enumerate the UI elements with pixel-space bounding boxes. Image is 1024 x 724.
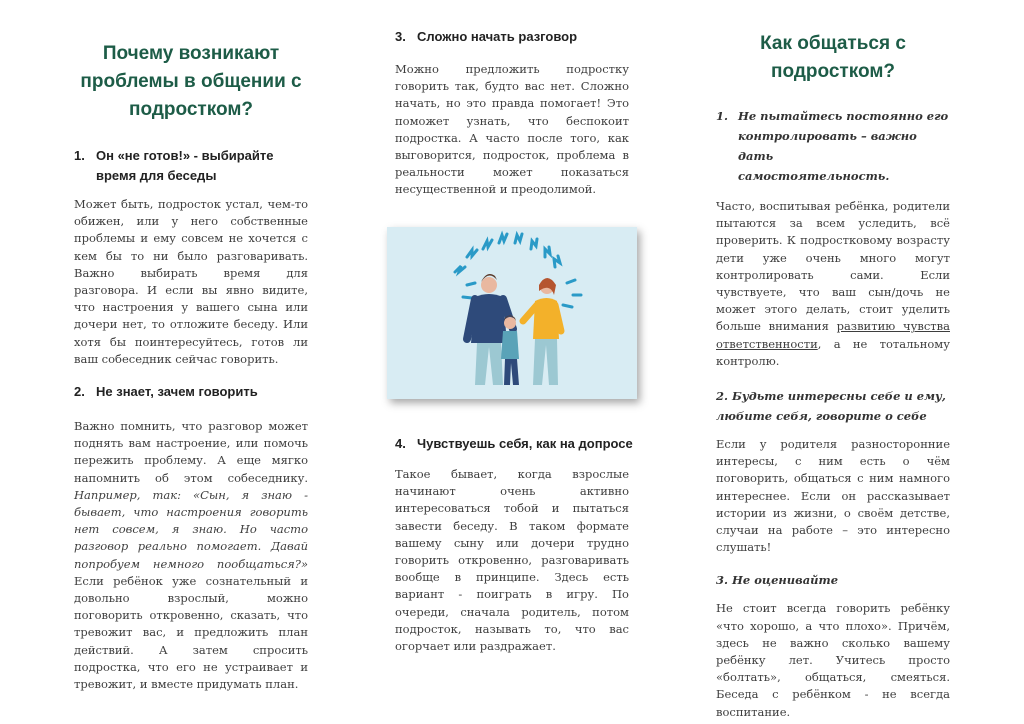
paragraph-text: , а не тотальному контролю. bbox=[716, 336, 950, 368]
title-line: Почему возникают bbox=[102, 43, 280, 64]
title-line: подростком? bbox=[128, 99, 253, 120]
example-quote: Например, так: «Сын, я знаю - бывает, что настроения говорить нет совсем, я знаю. Но часто разговор реально помогает. Давай попробуем немного пообщаться?» bbox=[74, 487, 308, 571]
section-title: Не знает, зачем говорить bbox=[96, 384, 258, 400]
section-number: 2. bbox=[74, 384, 85, 400]
title-line: подростком? bbox=[770, 61, 895, 82]
paragraph: Можно предложить подростку говорить так, будто вас нет. Сложно начать, но это правда помогает! Это поможет узнать, что беспокоит подростка. А часто после того, как выговорится, подросток, проблема в реальности может показаться несущественной и преодолимой. bbox=[395, 62, 629, 197]
section-heading bbox=[395, 434, 635, 454]
paragraph bbox=[716, 198, 950, 370]
section-number: 1. bbox=[716, 109, 729, 123]
section-title: контролировать – важно дать bbox=[738, 129, 917, 163]
section-title: 2. Будьте интересны себе и ему, bbox=[716, 389, 946, 404]
column-title bbox=[74, 40, 308, 124]
section-heading: 3. Не оценивайте bbox=[716, 573, 839, 588]
paragraph: Не стоит всегда говорить ребёнку «что хорошо, а что плохо». Причём, здесь не важно сколько вашему ребёнку лет. Учитесь просто «болтать», общаться, смеяться. Беседа с ребёнком - не всегда воспитание. bbox=[716, 601, 950, 719]
section-title: любите себя, говорите о себе bbox=[716, 409, 927, 424]
column-middle bbox=[395, 0, 633, 654]
section-title: Он «не готов!» - выбирайте bbox=[96, 148, 274, 163]
paragraph: Если у родителя разносторонние интересы, с ним есть о чём поговорить, общаться с ним намного интереснее. Если он рассказывает истории из жизни, о своём детстве, случаи на работе – это интересно слушать! bbox=[716, 437, 950, 555]
title-line: проблемы в общении с bbox=[80, 71, 302, 92]
section-heading bbox=[74, 146, 308, 186]
responsibility-link[interactable]: развитию чувства ответственности bbox=[716, 319, 950, 351]
paragraph: Может быть, подросток устал, чем-то обижен, или у него собственные проблемы и ему совсем не хочется с кем бы то ни было разговаривать. Важно выбирать время для разговора. И если вы явно видите, что настроения у вашего сына или дочери нет, то отложите беседу. Или хотя бы поинтересуйтесь, готов ли ваш собеседник сейчас говорить. bbox=[74, 197, 308, 366]
section-title: время для беседы bbox=[96, 168, 217, 183]
paragraph: Такое бывает, когда взрослые начинают очень активно интересоваться тобой и пытаться завести беседу. В таком формате вашему сыну или дочери трудно говорить откровенно, разговаривать вообще в принципе. Здесь есть вариант - поиграть в игру. По очереди, сначала родитель, потом подросток, называть то, что вас огорчает или раздражает. bbox=[395, 467, 629, 654]
paragraph-text: Часто, воспитывая ребёнка, родители пытаются за всем уследить, всё проверить. К подростковому возрасту дети уже очень много могут контролировать сами. Если чувствуете, что ваш сын/дочь не может этого делать, стоит уделить больше внимания bbox=[716, 199, 950, 334]
section-title: Чувствуешь себя, как на допросе bbox=[417, 436, 633, 451]
section-number: 3. bbox=[395, 29, 406, 44]
paragraph-text: Важно помнить, что разговор может поднять вам настроение, или помочь пережить проблему. А еще мягко напомнить об этом собеседнику. bbox=[74, 419, 308, 485]
section-heading bbox=[716, 386, 950, 426]
section-title: самостоятельность. bbox=[738, 169, 890, 183]
title-line: Как общаться с bbox=[760, 33, 906, 54]
column-title bbox=[716, 30, 950, 86]
section-heading bbox=[395, 27, 629, 47]
section-title: Не пытайтесь постоянно его bbox=[738, 109, 949, 123]
section-heading bbox=[74, 382, 308, 402]
family-argument-image bbox=[387, 227, 637, 399]
family-illustration bbox=[387, 227, 637, 399]
section-number: 4. bbox=[395, 436, 406, 451]
mother-figure bbox=[523, 278, 561, 385]
section-heading bbox=[716, 106, 950, 186]
paragraph bbox=[74, 418, 308, 693]
column-left bbox=[74, 0, 308, 693]
paragraph-text: Если ребёнок уже сознательный и довольно взрослый, можно поговорить откровенно, сказать, что тревожит вас, и предложить план действий. А затем спросить подростка, что его не устраивает и тревожит, и вместе придумать план. bbox=[74, 573, 308, 692]
section-title: Сложно начать разговор bbox=[417, 29, 578, 44]
column-right bbox=[716, 0, 950, 721]
section-number: 1. bbox=[74, 148, 85, 163]
